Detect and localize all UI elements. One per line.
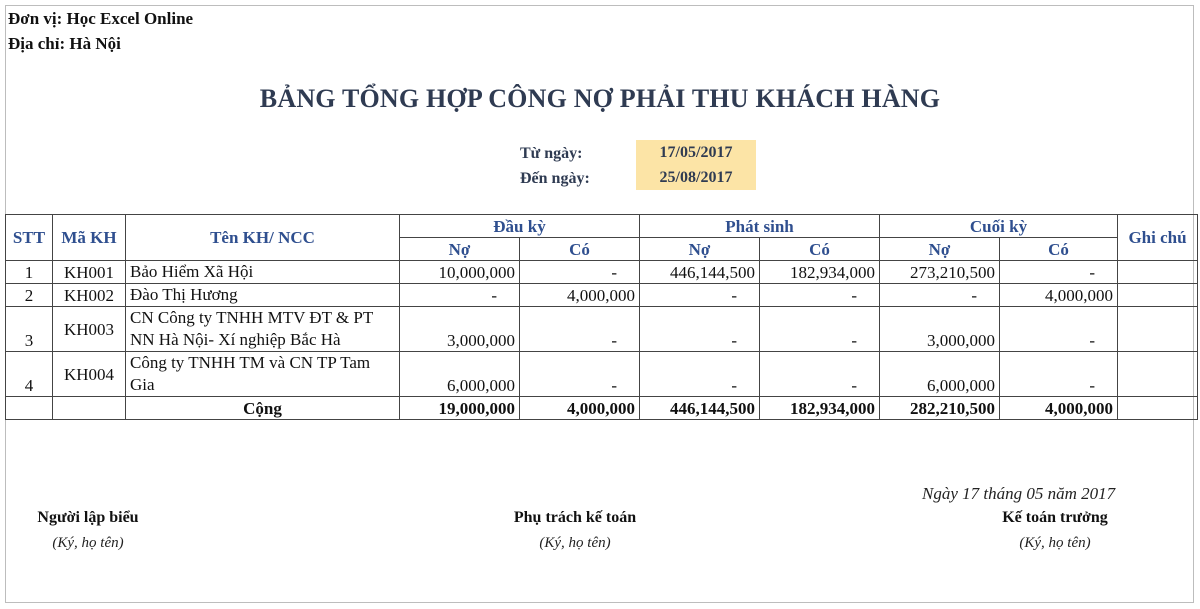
header-phat-sinh: Phát sinh xyxy=(640,215,880,238)
cell-dk-co[interactable]: - xyxy=(520,307,640,352)
signer-accounting-title: Phụ trách kế toán xyxy=(513,509,637,526)
cell-dk-co[interactable]: - xyxy=(520,261,640,284)
cell-ck-no[interactable]: 3,000,000 xyxy=(880,307,1000,352)
report-title: BẢNG TỔNG HỢP CÔNG NỢ PHẢI THU KHÁCH HÀNG xyxy=(259,84,941,113)
total-ck-no[interactable]: 282,210,500 xyxy=(880,397,1000,420)
cell-dk-co[interactable]: - xyxy=(520,352,640,397)
cell-ck-co[interactable]: - xyxy=(1000,261,1118,284)
cell-ghi-chu[interactable] xyxy=(1118,307,1198,352)
cell-ten-kh[interactable]: Đào Thị Hương xyxy=(126,284,400,307)
cell-ghi-chu[interactable] xyxy=(1118,284,1198,307)
header-ma-kh: Mã KH xyxy=(53,215,126,261)
cell-ps-no[interactable]: - xyxy=(640,352,760,397)
cell-ma-kh[interactable]: KH004 xyxy=(53,352,126,397)
total-dk-no[interactable]: 19,000,000 xyxy=(400,397,520,420)
total-ps-no[interactable]: 446,144,500 xyxy=(640,397,760,420)
signer-chief-accountant-title: Kế toán trưởng xyxy=(1002,509,1108,526)
cell-ck-no[interactable]: 6,000,000 xyxy=(880,352,1000,397)
table-row xyxy=(6,261,1198,284)
receivables-table xyxy=(5,214,1198,420)
signer-chief-accountant-note: (Ký, họ tên) xyxy=(1019,535,1091,551)
org-name: Đơn vị: Học Excel Online xyxy=(8,9,194,28)
from-date-label: Từ ngày: xyxy=(520,145,583,162)
cell-ten-kh[interactable]: Bảo Hiểm Xã Hội xyxy=(126,261,400,284)
header-dk-no: Nợ xyxy=(400,238,520,261)
cell-ma-kh[interactable]: KH002 xyxy=(53,284,126,307)
header-ck-no: Nợ xyxy=(880,238,1000,261)
total-row xyxy=(6,397,1198,420)
signer-preparer-note: (Ký, họ tên) xyxy=(52,535,124,551)
header-ps-no: Nợ xyxy=(640,238,760,261)
cell-ten-kh[interactable]: CN Công ty TNHH MTV ĐT & PT NN Hà Nội- Xí nghiệp Bắc Hà xyxy=(126,307,400,352)
total-dk-co[interactable]: 4,000,000 xyxy=(520,397,640,420)
to-date-value[interactable]: 25/08/2017 xyxy=(636,165,756,190)
cell-ps-no[interactable]: 446,144,500 xyxy=(640,261,760,284)
cell-stt[interactable]: 2 xyxy=(6,284,53,307)
cell-ps-co[interactable]: - xyxy=(760,307,880,352)
header-ck-co: Có xyxy=(1000,238,1118,261)
header-dk-co: Có xyxy=(520,238,640,261)
table-row xyxy=(6,284,1198,307)
from-date-value[interactable]: 17/05/2017 xyxy=(636,140,756,165)
cell-ps-no[interactable]: - xyxy=(640,284,760,307)
cell-empty[interactable] xyxy=(53,397,126,420)
cell-stt[interactable]: 3 xyxy=(6,307,53,352)
cell-ck-co[interactable]: 4,000,000 xyxy=(1000,284,1118,307)
cell-ma-kh[interactable]: KH001 xyxy=(53,261,126,284)
header-cuoi-ky: Cuối kỳ xyxy=(880,215,1118,238)
header-ghi-chu: Ghi chú xyxy=(1118,215,1198,261)
cell-dk-no[interactable]: 6,000,000 xyxy=(400,352,520,397)
cell-ten-kh[interactable]: Công ty TNHH TM và CN TP Tam Gia xyxy=(126,352,400,397)
to-date-label: Đến ngày: xyxy=(520,170,590,187)
cell-ghi-chu[interactable] xyxy=(1118,352,1198,397)
total-ps-co[interactable]: 182,934,000 xyxy=(760,397,880,420)
total-ck-co[interactable]: 4,000,000 xyxy=(1000,397,1118,420)
table-row xyxy=(6,307,1198,352)
cell-dk-no[interactable]: - xyxy=(400,284,520,307)
header-ps-co: Có xyxy=(760,238,880,261)
cell-stt[interactable]: 4 xyxy=(6,352,53,397)
cell-ck-co[interactable]: - xyxy=(1000,307,1118,352)
cell-ghi-chu[interactable] xyxy=(1118,261,1198,284)
header-ten-kh: Tên KH/ NCC xyxy=(126,215,400,261)
header-stt: STT xyxy=(6,215,53,261)
cell-ps-co[interactable]: - xyxy=(760,284,880,307)
cell-ck-no[interactable]: - xyxy=(880,284,1000,307)
signer-accounting-note: (Ký, họ tên) xyxy=(539,535,611,551)
cell-ps-co[interactable]: - xyxy=(760,352,880,397)
cell-dk-co[interactable]: 4,000,000 xyxy=(520,284,640,307)
header-dau-ky: Đầu kỳ xyxy=(400,215,640,238)
cell-ps-co[interactable]: 182,934,000 xyxy=(760,261,880,284)
signer-preparer-title: Người lập biểu xyxy=(37,509,139,526)
cell-ghi-chu[interactable] xyxy=(1118,397,1198,420)
cell-ma-kh[interactable]: KH003 xyxy=(53,307,126,352)
cell-dk-no[interactable]: 10,000,000 xyxy=(400,261,520,284)
table-row xyxy=(6,352,1198,397)
cell-empty[interactable] xyxy=(6,397,53,420)
cell-dk-no[interactable]: 3,000,000 xyxy=(400,307,520,352)
cell-stt[interactable]: 1 xyxy=(6,261,53,284)
total-label[interactable]: Cộng xyxy=(126,397,400,420)
cell-ps-no[interactable]: - xyxy=(640,307,760,352)
report-date-line: Ngày 17 tháng 05 năm 2017 xyxy=(922,484,1116,503)
cell-ck-co[interactable]: - xyxy=(1000,352,1118,397)
org-address: Địa chỉ: Hà Nội xyxy=(8,34,121,53)
cell-ck-no[interactable]: 273,210,500 xyxy=(880,261,1000,284)
